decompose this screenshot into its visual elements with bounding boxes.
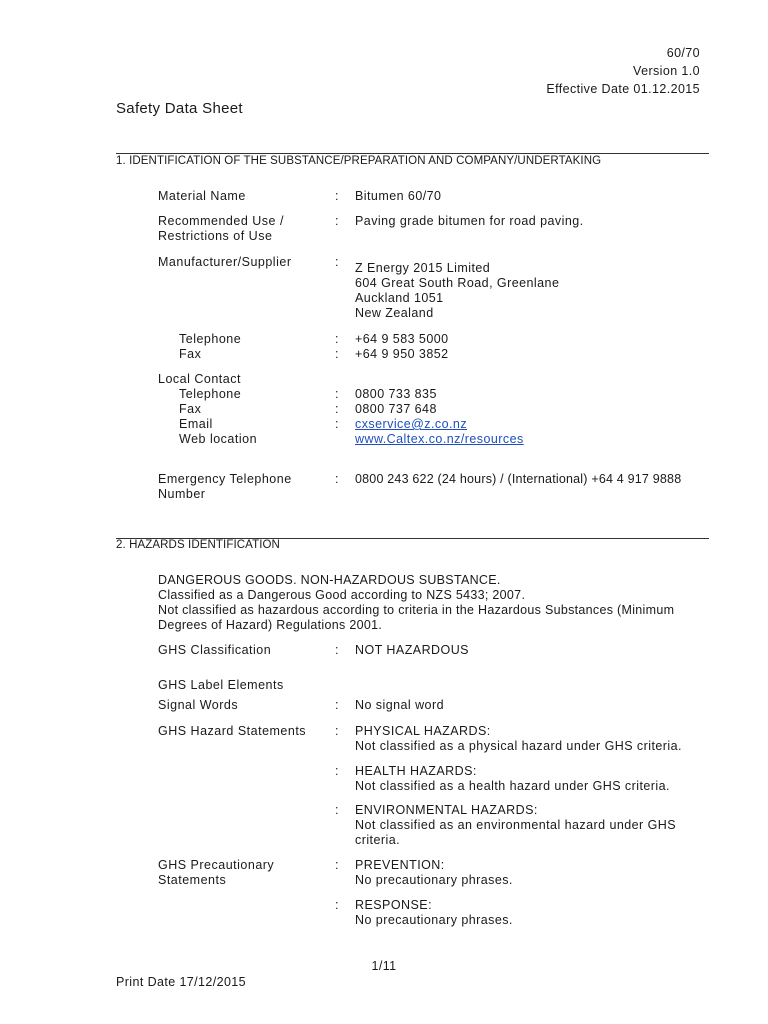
colon: : <box>335 417 339 431</box>
hazard-statements-label: GHS Hazard Statements <box>158 724 307 738</box>
colon: : <box>335 724 339 738</box>
precautionary-statements-label: GHS Precautionary Statements <box>158 858 275 887</box>
local-telephone-label: Telephone <box>179 387 242 401</box>
document-code: 60/70 <box>666 46 700 60</box>
ghs-classification-label: GHS Classification <box>158 643 272 657</box>
telephone-value: +64 9 583 5000 <box>355 332 449 346</box>
local-fax-value: 0800 737 648 <box>355 402 437 416</box>
manufacturer-address: Z Energy 2015 Limited 604 Great South Road, Greenlane Auckland 1051 New Zealand <box>355 261 560 320</box>
web-location-link[interactable]: www.Caltex.co.nz/resources <box>355 432 524 446</box>
colon: : <box>335 347 339 361</box>
email-label: Email <box>179 417 213 431</box>
colon: : <box>335 387 339 401</box>
health-hazards: HEALTH HAZARDS: Not classified as a health hazard under GHS criteria. <box>355 764 670 793</box>
ghs-label-elements: GHS Label Elements <box>158 678 284 692</box>
colon: : <box>335 402 339 416</box>
emergency-telephone-label: Emergency Telephone Number <box>158 472 292 501</box>
colon: : <box>335 643 339 657</box>
effective-date: Effective Date 01.12.2015 <box>546 82 700 96</box>
recommended-use-label: Recommended Use / Restrictions of Use <box>158 214 284 243</box>
physical-hazards: PHYSICAL HAZARDS: Not classified as a physical hazard under GHS criteria. <box>355 724 682 753</box>
material-name-label: Material Name <box>158 189 246 203</box>
colon: : <box>335 472 339 486</box>
colon: : <box>335 214 339 228</box>
colon: : <box>335 332 339 346</box>
print-date: Print Date 17/12/2015 <box>116 975 247 989</box>
section-1-rule <box>116 153 709 154</box>
emergency-telephone-value: 0800 243 622 (24 hours) / (International) +64 4 917 9888 <box>355 472 682 486</box>
web-location-label: Web location <box>179 432 258 446</box>
fax-value: +64 9 950 3852 <box>355 347 449 361</box>
local-fax-label: Fax <box>179 402 202 416</box>
environmental-hazards: ENVIRONMENTAL HAZARDS: Not classified as an environmental hazard under GHS criteria. <box>355 803 677 847</box>
colon: : <box>335 803 339 817</box>
page-number: 1/11 <box>371 959 397 973</box>
colon: : <box>335 189 339 203</box>
section-1-heading: 1. IDENTIFICATION OF THE SUBSTANCE/PREPARATION AND COMPANY/UNDERTAKING <box>116 155 602 167</box>
colon: : <box>335 898 339 912</box>
hazard-intro: DANGEROUS GOODS. NON-HAZARDOUS SUBSTANCE. Classified as a Dangerous Good according to NZS 5433; 2007. Not classified as hazardous according to criteria in the Hazardous Substances (Minimum Degrees of Hazard) Regulations 2001. <box>158 573 675 632</box>
email-link[interactable]: cxservice@z.co.nz <box>355 417 468 431</box>
telephone-label: Telephone <box>179 332 242 346</box>
colon: : <box>335 255 339 269</box>
signal-words-value: No signal word <box>355 698 444 712</box>
colon: : <box>335 698 339 712</box>
colon: : <box>335 858 339 872</box>
response-statement: RESPONSE: No precautionary phrases. <box>355 898 513 927</box>
signal-words-label: Signal Words <box>158 698 239 712</box>
recommended-use-value: Paving grade bitumen for road paving. <box>355 214 584 228</box>
local-contact-label: Local Contact <box>158 372 241 386</box>
local-telephone-value: 0800 733 835 <box>355 387 437 401</box>
document-version: Version 1.0 <box>633 64 700 78</box>
manufacturer-label: Manufacturer/Supplier <box>158 255 292 269</box>
section-2-heading: 2. HAZARDS IDENTIFICATION <box>116 539 280 551</box>
prevention-statement: PREVENTION: No precautionary phrases. <box>355 858 513 887</box>
ghs-classification-value: NOT HAZARDOUS <box>355 643 469 657</box>
material-name-value: Bitumen 60/70 <box>355 189 442 203</box>
document-title: Safety Data Sheet <box>116 100 243 117</box>
fax-label: Fax <box>179 347 202 361</box>
colon: : <box>335 764 339 778</box>
